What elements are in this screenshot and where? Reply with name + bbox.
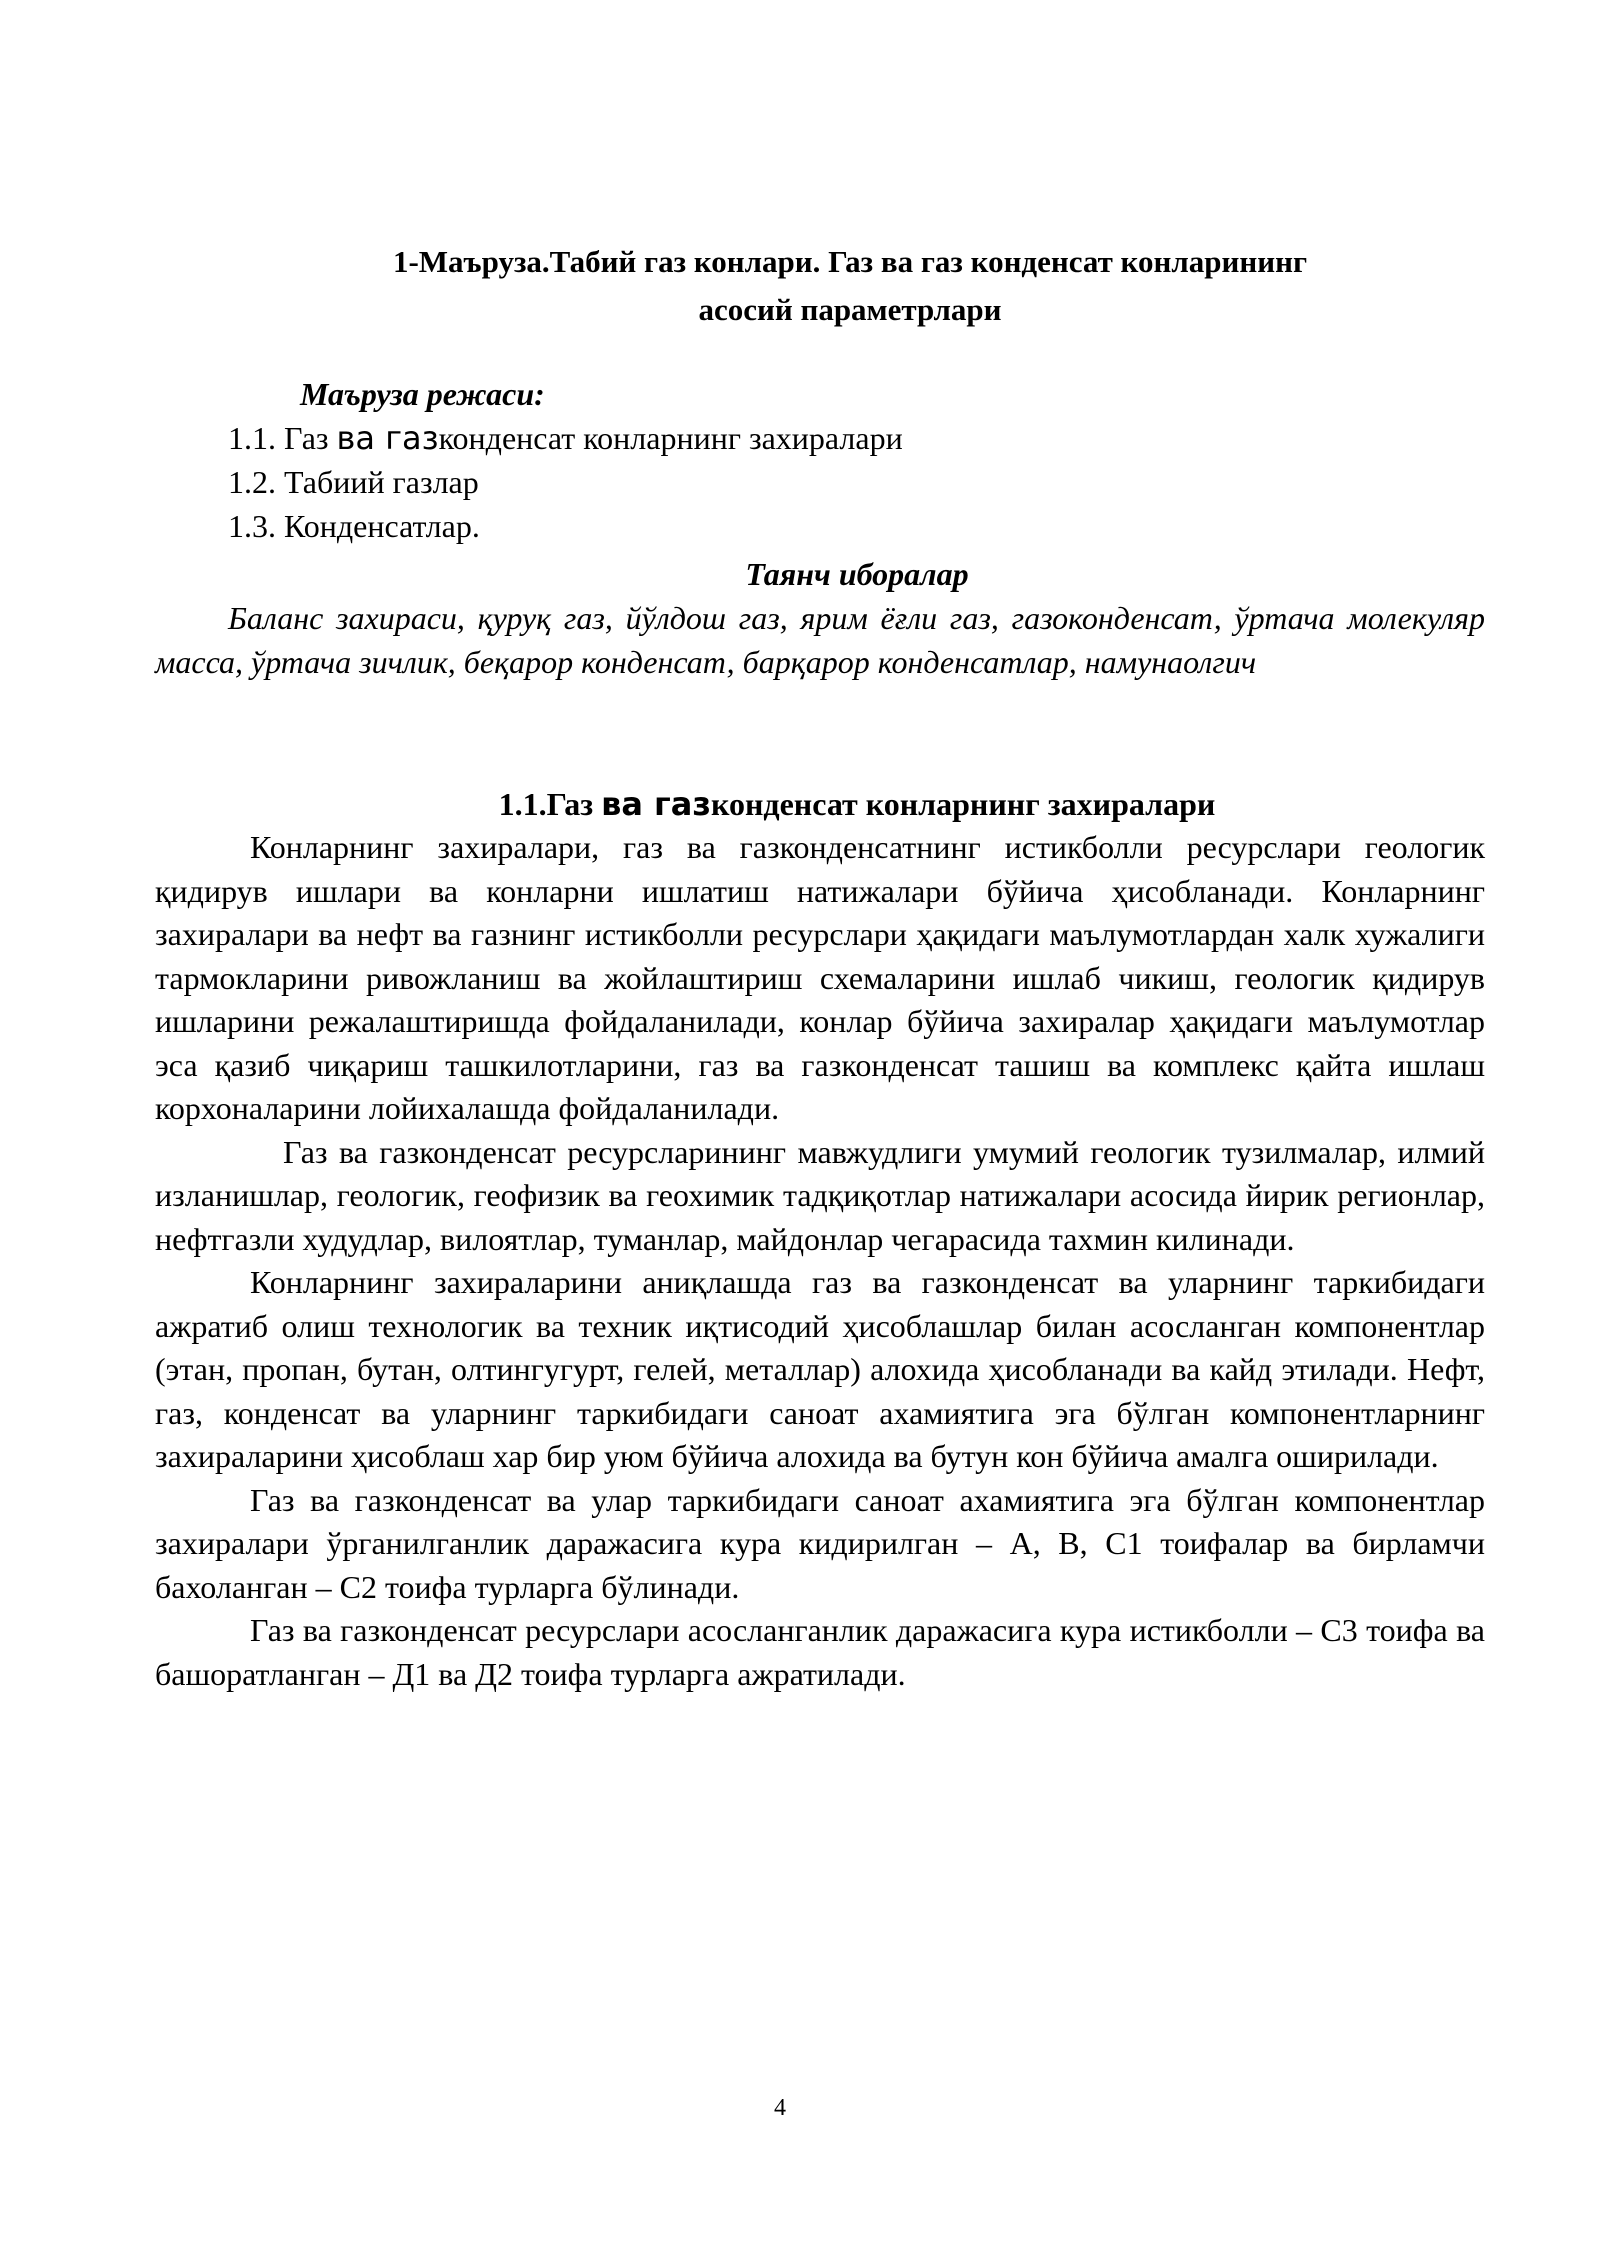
plan-item-1 [228, 416, 903, 460]
plan-item-1-rest: конденсат конларнинг захиралари [438, 420, 903, 456]
plan-item-3-text: 1.3. Конденсатлар. [228, 508, 480, 544]
section-heading [0, 782, 1600, 826]
lecture-title-line-2: асосий параметрлари [698, 292, 1002, 327]
plan-item-2 [228, 460, 479, 504]
paragraph-5: Газ ва газконденсат ресурслари асосланганлик даражасига кура истикболли – С3 тоифа ва башоратланган – Д1 ва Д2 тоифа турларга ажратилади. [155, 1612, 1485, 1692]
section-body [155, 826, 1485, 1696]
paragraph-4: Газ ва газконденсат ва улар таркибидаги саноат ахамиятига эга бўлган компонентлар захиралари ўрганилганлик даражасига кура кидирилган – А, В, С1 тоифалар ва бирламчи бахоланган – С2 тоифа турларга бўлинади. [155, 1481, 1485, 1605]
plan-item-3 [228, 504, 480, 548]
page-number: 4 [774, 2095, 786, 2121]
keywords-heading: Таянч иборалар [745, 556, 969, 592]
plan-item-2-text: 1.2. Табиий газлар [228, 464, 479, 500]
keywords-text: Баланс захираси, қуруқ газ, йўлдош газ, ярим ёғли газ, газоконденсат, ўртача молекуляр масса, ўртача зичлик, беқарор конденсат, барқарор конденсатлар, намунаолгич [155, 600, 1485, 680]
section-heading-number: 1.1.Газ [498, 786, 602, 822]
section-heading-sans-text: ва газ [601, 785, 711, 823]
plan-item-1-sans-text: ва газ [336, 419, 439, 457]
lecture-title [200, 238, 1500, 334]
plan-item-1-number: 1.1. Газ [228, 420, 337, 456]
paragraph-1: Конларнинг захиралари, газ ва газконденсатнинг истикболли ресурслари геологик қидирув ишлари ва конларни ишлатиш натижалари бўйича ҳисобланади. Конларнинг захиралари ва нефт ва газнинг истикболли ресурслари ҳақидаги маълумотлардан халк хужалиги тармокларини ривожланиш ва жойлаштириш схемаларини ишлаб чикиш, геологик қидирув ишларини режалаштиришда фойдаланилади, конлар бўйича захиралар ҳақидаги маълумотлар эса қазиб чиқариш ташкилотларини, газ ва газконденсат ташиш ва комплекс қайта ишлаш корхоналарини лойихалашда фойдаланилади. [155, 829, 1485, 1126]
lecture-plan-heading: Маъруза режаси: [300, 376, 545, 412]
lecture-title-line-1: 1-Маъруза.Табий газ конлари. Газ ва газ конденсат конларининг [392, 244, 1308, 279]
section-heading-rest: конденсат конларнинг захиралари [710, 786, 1216, 822]
paragraph-2: Газ ва газконденсат ресурсларининг мавжудлиги умумий геологик тузилмалар, илмий изланишлар, геологик, геофизик ва геохимик тадқиқотлар натижалари асосида йирик регионлар, нефтгазли худудлар, вилоятлар, туманлар, майдонлар чегарасида тахмин килинади. [155, 1133, 1485, 1257]
paragraph-3: Конларнинг захираларини аниқлашда газ ва газконденсат ва уларнинг таркибидаги ажратиб олиш технологик ва техник иқтисодий ҳисоблашлар билан асосланган компонентлар (этан, пропан, бутан, олтингугурт, гелей, металлар) алохида ҳисобланади ва кайд этилади. Нефт, газ, конденсат ва уларнинг таркибидаги саноат ахамиятига эга бўлган компонентларнинг захираларини ҳисоблаш хар бир уюм бўйича алохида ва бутун кон бўйича амалга оширилади. [155, 1264, 1485, 1474]
